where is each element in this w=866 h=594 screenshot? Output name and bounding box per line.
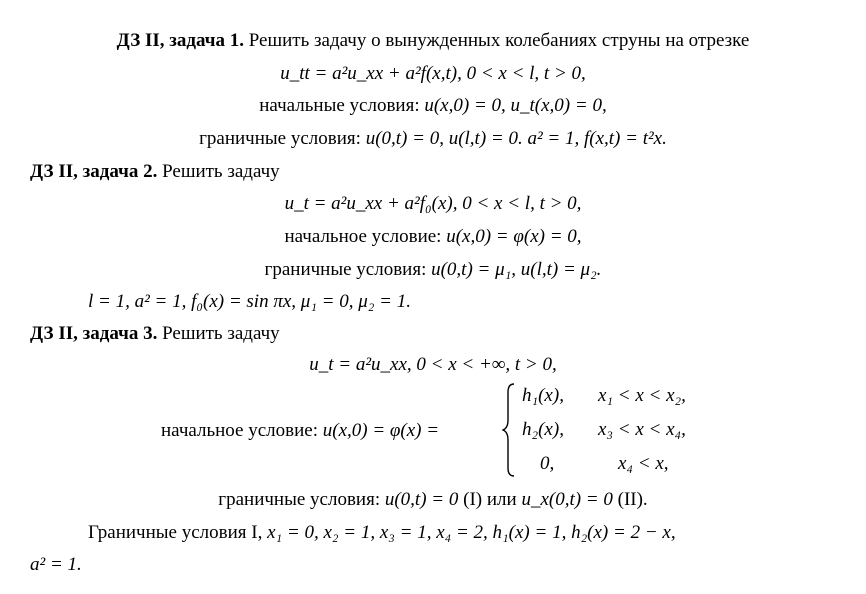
- task3-boundary-label: граничные условия:: [218, 489, 381, 510]
- task3-boundary-conditions: [0, 488, 866, 512]
- task3-heading: ДЗ II, задача 3.: [30, 323, 158, 344]
- task2-parameters-formula: l = 1, a² = 1, f₀(x) = sin πx, μ₁ = 0, μ₂ = 1.: [88, 291, 411, 312]
- task3-boundary-1-tag: (I): [463, 489, 483, 510]
- left-brace-icon: [502, 382, 516, 478]
- task2-boundary-label: граничные условия:: [264, 259, 427, 280]
- task2-equation-text: u_t = a²u_xx + a²f₀(x), 0 < x < l, t > 0,: [284, 193, 582, 214]
- task2-parameters: [88, 290, 866, 314]
- task3-final-formula: x₁ = 0, x₂ = 1, x₃ = 1, x₄ = 2, h₁(x) = 1, h₂(x) = 2 − x,: [267, 522, 676, 543]
- case-2-value: h₂(x),: [522, 419, 564, 440]
- task3-boundary-2: u_x(0,t) = 0: [521, 489, 613, 510]
- task1-equation-text: u_tt = a²u_xx + a²f(x,t), 0 < x < l, t > 0,: [280, 63, 586, 84]
- task3-boundary-2-tag: (II).: [617, 489, 648, 510]
- task2-heading: ДЗ II, задача 2.: [30, 161, 158, 182]
- task3-initial-lhs: u(x,0) = φ(x) =: [322, 420, 440, 441]
- task2-initial-label: начальное условие:: [284, 226, 442, 247]
- task1-boundary-label: граничные условия:: [199, 128, 361, 149]
- task3-final-tail-formula: a² = 1.: [30, 554, 82, 575]
- task2-text: Решить задачу: [162, 161, 280, 182]
- task2-statement: [30, 160, 866, 184]
- task1-equation: [0, 62, 866, 86]
- task3-boundary-1: u(0,t) = 0: [384, 489, 459, 510]
- task2-initial-formula: u(x,0) = φ(x) = 0,: [446, 226, 582, 247]
- task2-initial-condition: [0, 225, 866, 249]
- task2-boundary-conditions: [0, 258, 866, 282]
- task1-boundary-formula: u(0,t) = 0, u(l,t) = 0. a² = 1, f(x,t) = t²x.: [365, 128, 667, 149]
- case-1-value: h₁(x),: [522, 385, 564, 406]
- task3-text: Решить задачу: [162, 323, 280, 344]
- case-2-condition: x₃ < x < x₄,: [598, 419, 686, 440]
- task3-final-parameters: [88, 521, 866, 545]
- task2-boundary-formula: u(0,t) = μ₁, u(l,t) = μ₂.: [431, 259, 602, 280]
- task1-initial-label: начальные условия:: [259, 95, 420, 116]
- task1-initial-conditions: [0, 94, 866, 118]
- task3-equation-text: u_t = a²u_xx, 0 < x < +∞, t > 0,: [309, 354, 557, 375]
- task3-boundary-or: или: [486, 489, 517, 510]
- task3-statement: [30, 322, 866, 346]
- task1-initial-formula: u(x,0) = 0, u_t(x,0) = 0,: [424, 95, 607, 116]
- piecewise-definition: [0, 382, 866, 478]
- task1-statement: [0, 29, 866, 53]
- task3-final-label: Граничные условия I,: [88, 522, 263, 543]
- task1-heading: ДЗ II, задача 1.: [116, 30, 244, 51]
- case-3-condition: x₄ < x,: [618, 453, 669, 474]
- task1-text: Решить задачу о вынужденных колебаниях струны на отрезке: [248, 30, 750, 51]
- task3-initial-label: начальное условие:: [161, 420, 318, 441]
- case-1-condition: x₁ < x < x₂,: [598, 385, 686, 406]
- task1-boundary-conditions: [0, 127, 866, 151]
- case-3-value: 0,: [540, 453, 555, 474]
- task2-equation: [0, 192, 866, 216]
- task3-equation: [0, 353, 866, 377]
- task3-final-tail: [30, 553, 866, 577]
